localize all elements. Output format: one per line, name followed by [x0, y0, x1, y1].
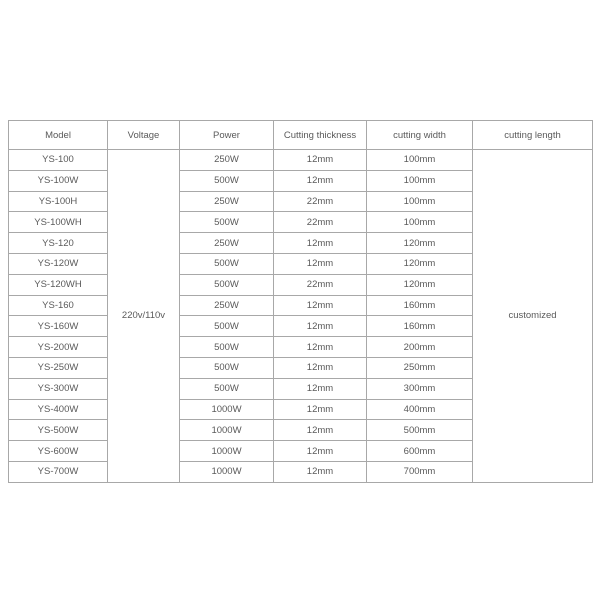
model-cell: YS-100 — [9, 150, 108, 171]
cutting-thickness-cell: 12mm — [274, 441, 367, 462]
model-cell: YS-100WH — [9, 212, 108, 233]
cutting-thickness-cell: 12mm — [274, 150, 367, 171]
model-cell: YS-700W — [9, 461, 108, 482]
power-cell: 250W — [180, 150, 274, 171]
power-cell: 500W — [180, 253, 274, 274]
power-cell: 1000W — [180, 461, 274, 482]
model-cell: YS-600W — [9, 441, 108, 462]
cutting-thickness-cell: 12mm — [274, 357, 367, 378]
cutting-thickness-cell: 12mm — [274, 337, 367, 358]
power-cell: 250W — [180, 233, 274, 254]
model-cell: YS-200W — [9, 337, 108, 358]
cutting-length-cell: customized — [473, 150, 593, 483]
cutting-thickness-cell: 12mm — [274, 399, 367, 420]
cutting-width-cell: 500mm — [367, 420, 473, 441]
header-cutting-width: cutting width — [367, 121, 473, 150]
model-cell: YS-160W — [9, 316, 108, 337]
power-cell: 500W — [180, 357, 274, 378]
cutting-width-cell: 160mm — [367, 316, 473, 337]
cutting-width-cell: 300mm — [367, 378, 473, 399]
model-cell: YS-100H — [9, 191, 108, 212]
model-cell: YS-500W — [9, 420, 108, 441]
header-cutting-thickness: Cutting thickness — [274, 121, 367, 150]
cutting-thickness-cell: 12mm — [274, 253, 367, 274]
cutting-thickness-cell: 12mm — [274, 420, 367, 441]
cutting-thickness-cell: 12mm — [274, 295, 367, 316]
power-cell: 1000W — [180, 420, 274, 441]
header-cutting-length: cutting length — [473, 121, 593, 150]
table-row — [9, 150, 593, 171]
power-cell: 500W — [180, 212, 274, 233]
model-cell: YS-120 — [9, 233, 108, 254]
cutting-thickness-cell: 12mm — [274, 233, 367, 254]
spec-table-head — [9, 121, 593, 150]
cutting-thickness-cell: 22mm — [274, 191, 367, 212]
cutting-width-cell: 120mm — [367, 253, 473, 274]
power-cell: 1000W — [180, 399, 274, 420]
spec-table — [8, 120, 593, 483]
cutting-width-cell: 250mm — [367, 357, 473, 378]
cutting-width-cell: 120mm — [367, 274, 473, 295]
cutting-width-cell: 120mm — [367, 233, 473, 254]
spec-table-body — [9, 150, 593, 483]
power-cell: 500W — [180, 316, 274, 337]
power-cell: 500W — [180, 274, 274, 295]
voltage-cell: 220v/110v — [108, 150, 180, 483]
power-cell: 250W — [180, 191, 274, 212]
cutting-width-cell: 400mm — [367, 399, 473, 420]
header-voltage: Voltage — [108, 121, 180, 150]
header-power: Power — [180, 121, 274, 150]
model-cell: YS-300W — [9, 378, 108, 399]
power-cell: 500W — [180, 378, 274, 399]
cutting-thickness-cell: 12mm — [274, 170, 367, 191]
cutting-thickness-cell: 22mm — [274, 212, 367, 233]
model-cell: YS-120WH — [9, 274, 108, 295]
cutting-width-cell: 100mm — [367, 212, 473, 233]
model-cell: YS-100W — [9, 170, 108, 191]
cutting-width-cell: 600mm — [367, 441, 473, 462]
cutting-thickness-cell: 12mm — [274, 461, 367, 482]
header-model: Model — [9, 121, 108, 150]
cutting-width-cell: 100mm — [367, 170, 473, 191]
power-cell: 250W — [180, 295, 274, 316]
power-cell: 500W — [180, 337, 274, 358]
cutting-thickness-cell: 12mm — [274, 378, 367, 399]
cutting-width-cell: 200mm — [367, 337, 473, 358]
cutting-width-cell: 100mm — [367, 191, 473, 212]
cutting-thickness-cell: 12mm — [274, 316, 367, 337]
model-cell: YS-400W — [9, 399, 108, 420]
cutting-width-cell: 100mm — [367, 150, 473, 171]
header-row — [9, 121, 593, 150]
cutting-width-cell: 700mm — [367, 461, 473, 482]
model-cell: YS-160 — [9, 295, 108, 316]
power-cell: 1000W — [180, 441, 274, 462]
model-cell: YS-120W — [9, 253, 108, 274]
cutting-thickness-cell: 22mm — [274, 274, 367, 295]
cutting-width-cell: 160mm — [367, 295, 473, 316]
model-cell: YS-250W — [9, 357, 108, 378]
power-cell: 500W — [180, 170, 274, 191]
